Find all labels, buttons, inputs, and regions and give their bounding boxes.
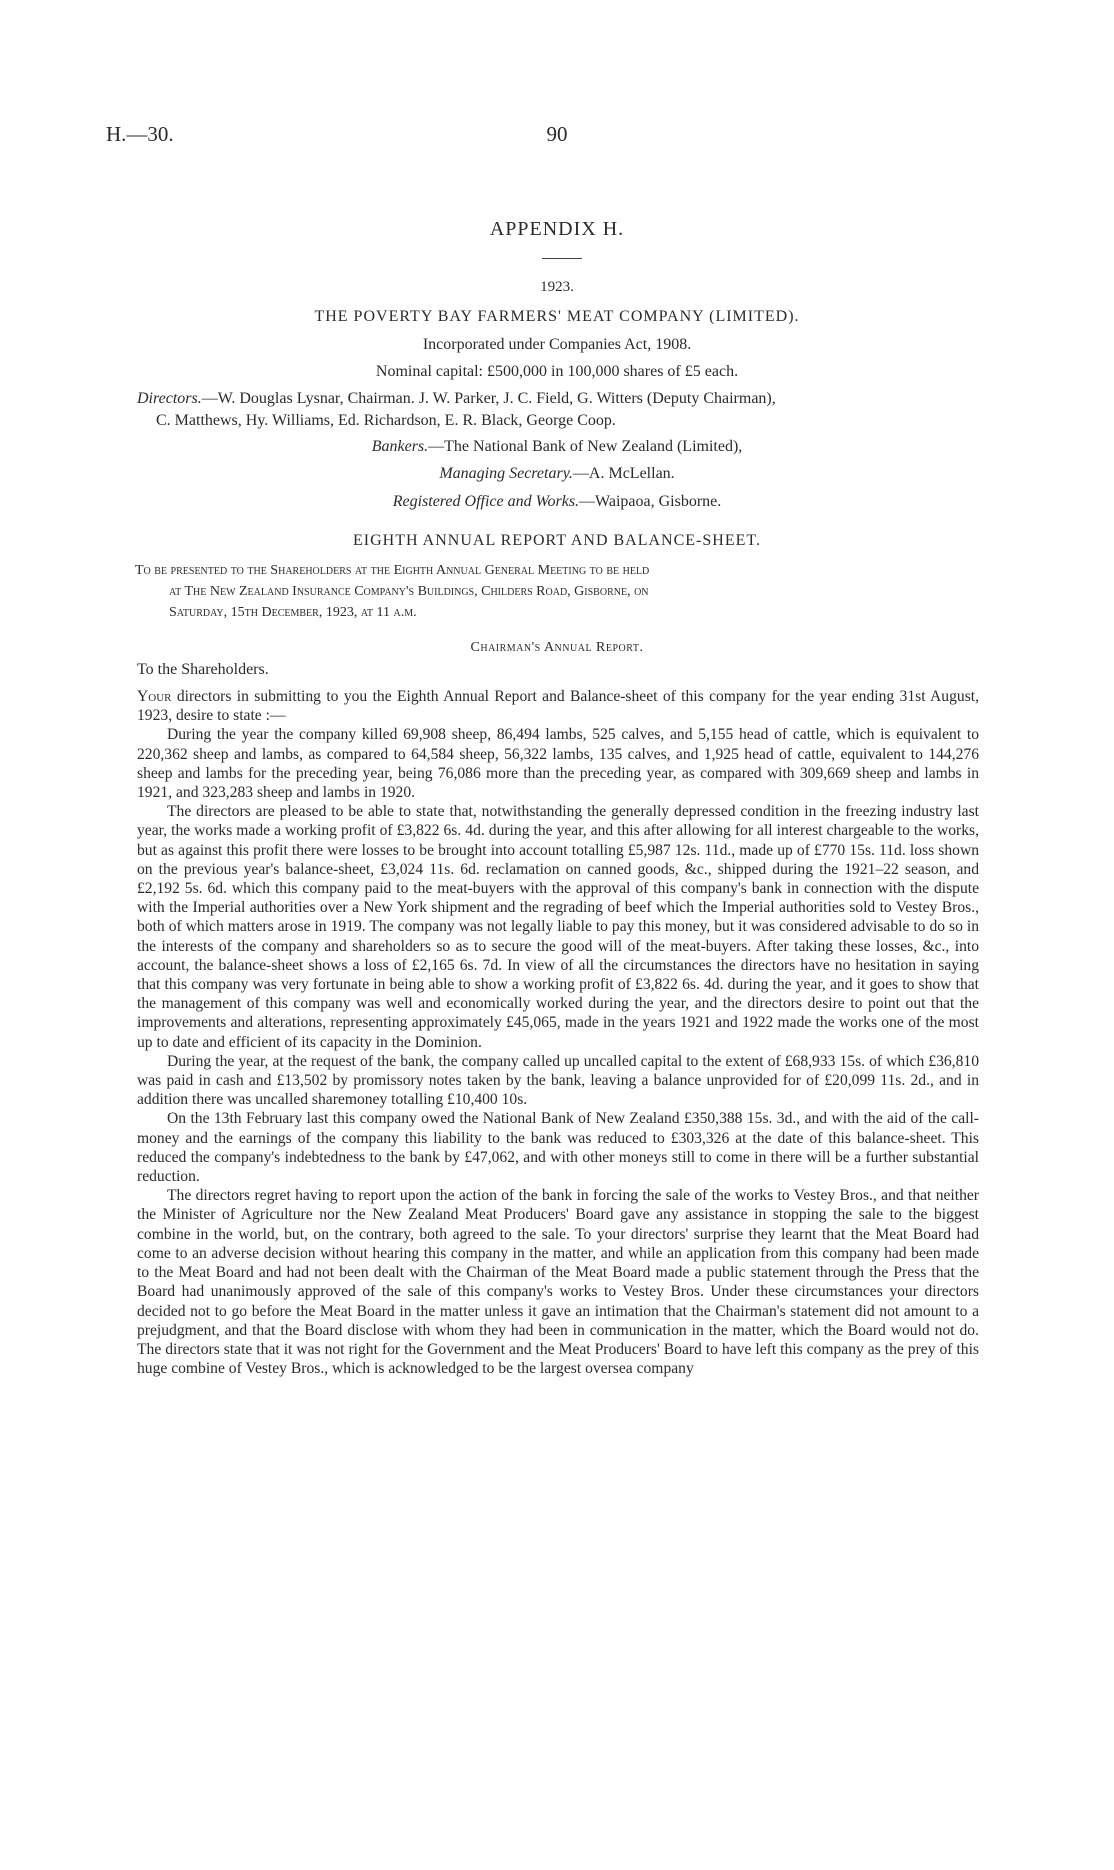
salutation: To the Shareholders. [137, 661, 269, 678]
office-line [0, 493, 1114, 511]
paragraph-profit: The directors are pleased to be able to state that, notwithstanding the generally depressed condition in the freezing industry last year, the works made a working profit of £3,822 6s. 4d. during the year, and this after allowing for all interest chargeable to the works, but as against this profit there were losses to be brought into account totalling £5,987 12s. 11d., made up of £770 15s. 11d. loss shown on the previous year's balance-sheet, £3,024 11s. 6d. reclamation on canned goods, &c., shipped during the 1921–22 season, and £2,192 5s. 6d. which this company paid to the meat-buyers with the approval of this company's bank in connection with the dispute with the Imperial authorities over a New York shipment and the regrading of beef which the Imperial authorities sold to Vestey Bros., both of which matters arose in 1919. The company was not legally liable to pay this money, but it was considered advisable to do so in the interests of the company and shareholders so as to secure the good will of the meat-buyers. After taking these losses, &c., into account, the balance-sheet shows a loss of £2,165 6s. 7d. In view of all the circumstances the directors have no hesitation in saying that this company was very fortunate in being able to show a working profit of £3,822 6s. 4d. during the year, and it goes to show that the management of this company was well and economically worked during the year, and the directors desire to point out that the improvements and alterations, representing approximately £45,065, made in the years 1921 and 1922 made the works one of the most up to date and efficient of its capacity in the Dominion. [137, 803, 979, 1051]
title-divider [542, 258, 582, 259]
meeting-notice-line-2: at The New Zealand Insurance Company's Buildings, Childers Road, Gisborne, on [169, 584, 649, 599]
paragraph-intro-text: directors in submitting to you the Eighth Annual Report and Balance-sheet of this company for the year ending 31st August, 1923, desire to state :— [137, 688, 979, 725]
paragraph-sale: The directors regret having to report upon the action of the bank in forcing the sale of the works to Vestey Bros., and that neither the Minister of Agriculture nor the New Zealand Meat Producers' Board gave any assistance in stopping the sale to the biggest combine in the world, but, on the contrary, both agreed to the sale. To your directors' surprise they learnt that the Meat Board had come to an adverse decision without hearing this company in the matter, and while an application from this company had been made to the Meat Board and had not been dealt with the Chairman of the Meat Board made a public statement through the Press that the Board had unanimously approved of the sale of this company's works to Vestey Bros. Under these circumstances your directors decided not to go before the Meat Board in the matter unless it gave an intimation that the Chairman's statement did not amount to a prejudgment, and that the Board disclose with whom they had been in communication in the matter, which the Board would not do. The directors state that it was not right for the Government and the Meat Producers' Board to have left this company as the prey of this huge combine of Vestey Bros., which is acknowledged to be the largest oversea company [137, 1187, 979, 1378]
report-body [137, 687, 979, 1378]
paragraph-capital-call: During the year, at the request of the bank, the company called up uncalled capital to the extent of £68,933 15s. of which £36,810 was paid in cash and £13,502 by promissory notes taken by the bank, leaving a balance unprovided for of £20,099 11s. 2d., and in addition there was uncalled sharemoney totalling £10,400 10s. [137, 1052, 979, 1109]
document-reference: H.—30. [106, 122, 174, 146]
appendix-title: APPENDIX H. [489, 218, 625, 240]
nominal-capital: Nominal capital: £500,000 in 100,000 shares of £5 each. [375, 363, 739, 380]
directors-line-1 [137, 390, 776, 408]
report-heading: EIGHTH ANNUAL REPORT AND BALANCE-SHEET. [353, 532, 761, 549]
office-location: —Waipaoa, Gisborne. [579, 493, 722, 510]
paragraph-intro [137, 687, 979, 725]
page-number: 90 [546, 122, 568, 146]
company-name: THE POVERTY BAY FARMERS' MEAT COMPANY (LIMITED). [314, 308, 800, 325]
meeting-notice-line-3: Saturday, 15th December, 1923, at 11 a.m. [169, 605, 417, 620]
bankers-line [0, 438, 1114, 456]
incorporation-note: Incorporated under Companies Act, 1908. [422, 336, 692, 353]
secretary-line [0, 465, 1114, 483]
report-year: 1923. [540, 279, 574, 295]
meeting-notice-line-1: To be presented to the Shareholders at the Eighth Annual General Meeting to be held [135, 563, 650, 578]
office-label: Registered Office and Works. [392, 493, 580, 510]
secretary-name: —A. McLellan. [572, 465, 675, 482]
directors-label: Directors. [137, 390, 202, 407]
directors-line-2: C. Matthews, Hy. Williams, Ed. Richardson, E. R. Black, George Coop. [156, 412, 616, 429]
paragraph-killings: During the year the company killed 69,908 sheep, 86,494 lambs, 525 calves, and 5,155 head of cattle, which is equivalent to 220,362 sheep and lambs, as compared to 64,584 sheep, 56,322 lambs, 135 calves, and 1,925 head of cattle, equivalent to 144,276 sheep and lambs for the preceding year, being 76,086 more than the preceding year, as compared with 309,669 sheep and lambs in 1921, and 323,283 sheep and lambs in 1920. [137, 726, 979, 802]
bankers-name: —The National Bank of New Zealand (Limited), [428, 438, 743, 455]
bankers-label: Bankers. [371, 438, 429, 455]
paragraph-intro-lead: Your [137, 688, 172, 705]
secretary-label: Managing Secretary. [439, 465, 573, 482]
chairman-report-heading: Chairman's Annual Report. [470, 640, 644, 655]
meeting-notice [135, 560, 983, 623]
directors-names-1: —W. Douglas Lysnar, Chairman. J. W. Parker, J. C. Field, G. Witters (Deputy Chairman), [201, 390, 776, 407]
paragraph-bank-debt: On the 13th February last this company owed the National Bank of New Zealand £350,388 15s. 3d., and with the aid of the call-money and the earnings of the company this liability to the bank was reduced to £303,326 at the date of this balance-sheet. This reduced the company's indebtedness to the bank by £47,062, and with other moneys still to come in there will be a further substantial reduction. [137, 1110, 979, 1186]
